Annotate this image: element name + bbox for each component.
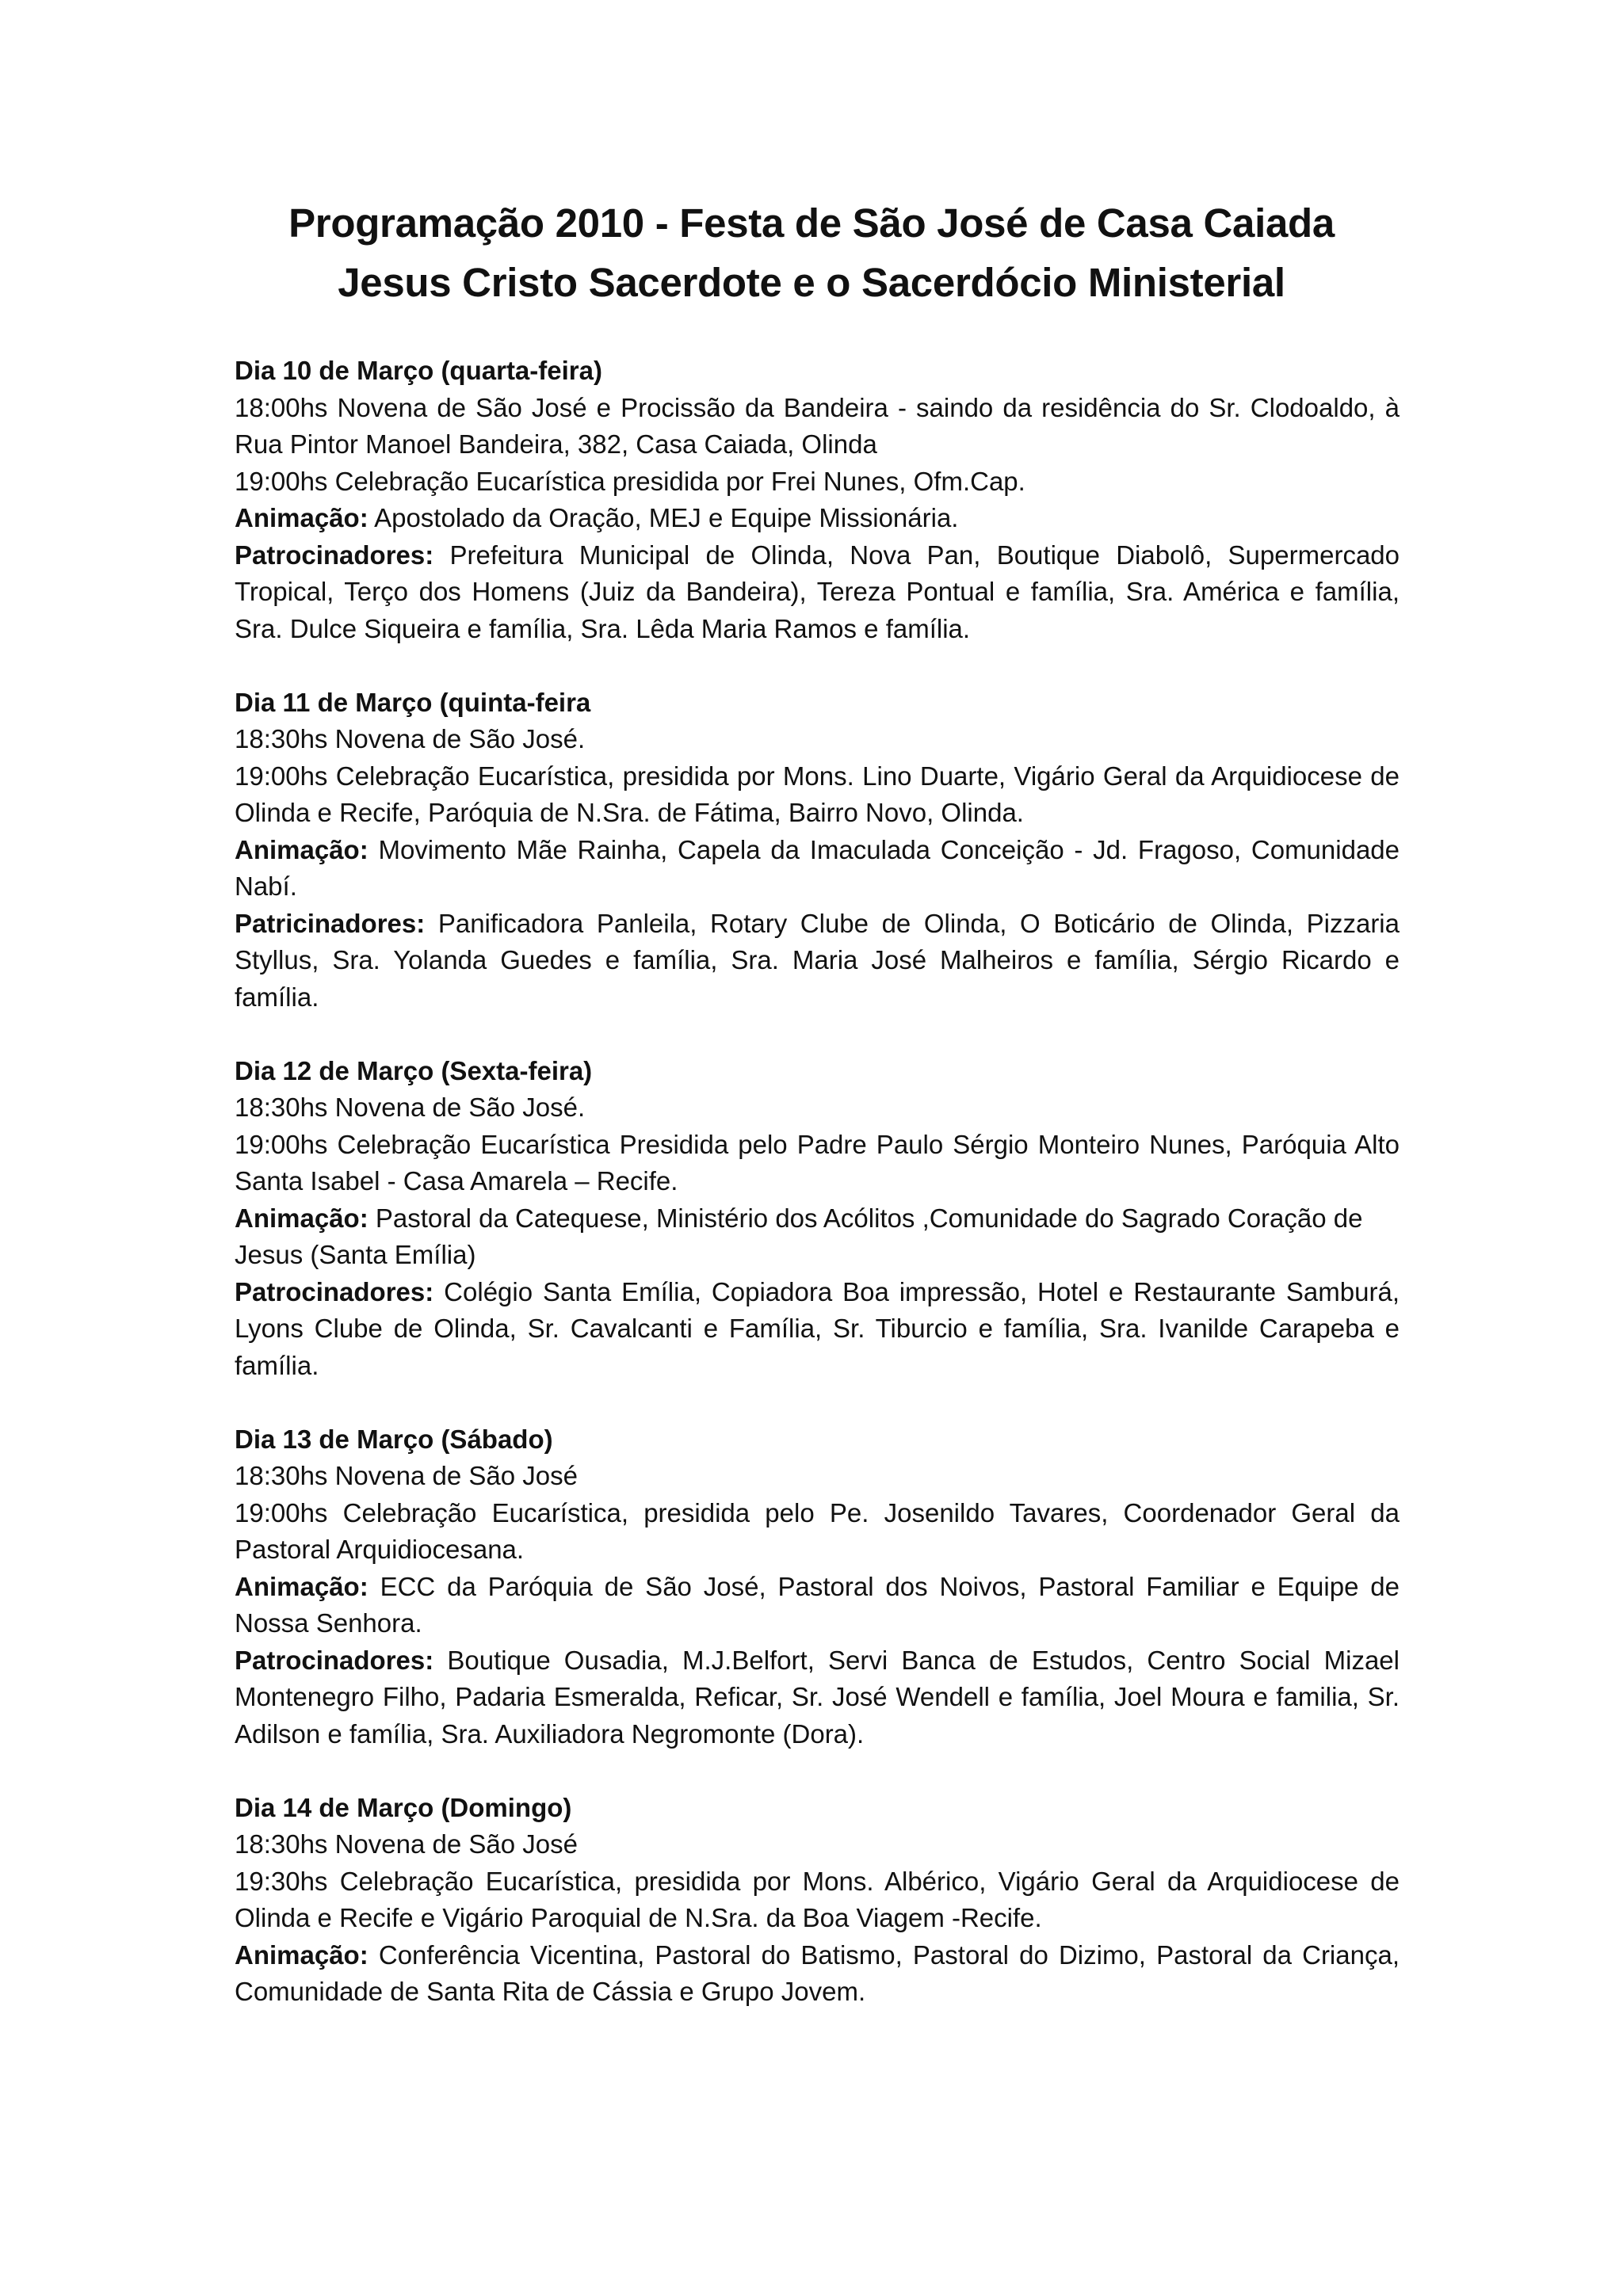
day-section-11 (235, 685, 1400, 1016)
animacao-label: Animação: (235, 834, 369, 864)
day-section-14 (235, 1790, 1400, 2011)
schedule-line: 18:30hs Novena de São José. (235, 1093, 586, 1122)
animacao-text: Apostolado da Oração, MEJ e Equipe Missionária. (374, 503, 959, 532)
patrocinadores-text: Colégio Santa Emília, Copiadora Boa impressão, Hotel e Restaurante Samburá, Lyons Clube de Olinda, Sr. Cavalcanti e Família, Sr. Tiburcio e família, Sra. Ivanilde Carapeba e família. (235, 1276, 1400, 1380)
patrocinadores-label: Patrocinadores: (235, 1276, 434, 1306)
schedule-content (235, 353, 1400, 2011)
day-section-12 (235, 1053, 1400, 1385)
animacao-paragraph (235, 1569, 1400, 1642)
animacao-paragraph (235, 500, 1400, 537)
animacao-text: Conferência Vicentina, Pastoral do Batismo, Pastoral do Dizimo, Pastoral da Criança, Comunidade de Santa Rita de Cássia e Grupo Jovem. (235, 1939, 1400, 2006)
schedule-line: 19:00hs Celebração Eucarística Presidida pelo Padre Paulo Sérgio Monteiro Nunes, Paróquia Alto Santa Isabel - Casa Amarela – Recife. (235, 1129, 1400, 1196)
day-heading: Dia 10 de Março (quarta-feira) (235, 356, 602, 385)
animacao-text: Pastoral da Catequese, Ministério dos Acólitos ,Comunidade do Sagrado Coração de (375, 1203, 1363, 1233)
patrocinadores-text: Boutique Ousadia, M.J.Belfort, Servi Banca de Estudos, Centro Social Mizael Montenegro Filho, Padaria Esmeralda, Reficar, Sr. José Wendell e família, Joel Moura e familia, Sr. Adilson e família, Sra. Auxiliadora Negromonte (Dora). (235, 1645, 1400, 1749)
animacao-paragraph (235, 1200, 1400, 1238)
schedule-line: 18:30hs Novena de São José. (235, 724, 586, 753)
schedule-line: 19:00hs Celebração Eucarística presidida por Frei Nunes, Ofm.Cap. (235, 466, 1025, 496)
day-heading: Dia 11 de Março (quinta-feira (235, 687, 591, 717)
animacao-continuation: Jesus (Santa Emília) (235, 1240, 476, 1269)
patrocinadores-label: Patricinadores: (235, 908, 426, 938)
animacao-label: Animação: (235, 503, 369, 532)
schedule-line: 19:00hs Celebração Eucarística, presidida por Mons. Lino Duarte, Vigário Geral da Arquidiocese de Olinda e Recife, Paróquia de N.Sra. de Fátima, Bairro Novo, Olinda. (235, 761, 1400, 827)
patrocinadores-label: Patrocinadores: (235, 1645, 434, 1675)
schedule-line: 19:00hs Celebração Eucarística, presidida pelo Pe. Josenildo Tavares, Coordenador Geral da Pastoral Arquidiocesana. (235, 1497, 1400, 1564)
animacao-label: Animação: (235, 1571, 369, 1601)
patrocinadores-paragraph (235, 537, 1400, 648)
document-subtitle: Jesus Cristo Sacerdote e o Sacerdócio Ministerial (338, 260, 1285, 305)
animacao-label: Animação: (235, 1939, 369, 1970)
animacao-text: Movimento Mãe Rainha, Capela da Imaculada Conceição - Jd. Fragoso, Comunidade Nabí. (235, 834, 1400, 901)
patrocinadores-paragraph (235, 1274, 1400, 1385)
schedule-line: 18:00hs Novena de São José e Procissão da Bandeira - saindo da residência do Sr. Clodoaldo, à Rua Pintor Manoel Bandeira, 382, Casa Caiada, Olinda (235, 392, 1400, 459)
day-section-13 (235, 1421, 1400, 1753)
animacao-text: ECC da Paróquia de São José, Pastoral dos Noivos, Pastoral Familiar e Equipe de Nossa Senhora. (235, 1571, 1400, 1638)
day-heading: Dia 13 de Março (Sábado) (235, 1424, 553, 1454)
patrocinadores-label: Patrocinadores: (235, 540, 434, 570)
day-heading: Dia 12 de Março (Sexta-feira) (235, 1055, 593, 1085)
patrocinadores-text: Panificadora Panleila, Rotary Clube de Olinda, O Boticário de Olinda, Pizzaria Styllus, Sra. Yolanda Guedes e família, Sra. Maria José Malheiros e família, Sérgio Ricardo e família. (235, 908, 1400, 1012)
patrocinadores-paragraph (235, 1642, 1400, 1753)
schedule-line: 19:30hs Celebração Eucarística, presidida por Mons. Albérico, Vigário Geral da Arquidiocese de Olinda e Recife e Vigário Paroquial de N.Sra. da Boa Viagem -Recife. (235, 1866, 1400, 1932)
animacao-paragraph (235, 832, 1400, 906)
patrocinadores-text: Prefeitura Municipal de Olinda, Nova Pan, Boutique Diabolô, Supermercado Tropical, Terço dos Homens (Juiz da Bandeira), Tereza Pontual e família, Sra. América e família, Sra. Dulce Siqueira e família, Sra. Lêda Maria Ramos e família. (235, 540, 1400, 643)
schedule-line: 18:30hs Novena de São José (235, 1829, 578, 1859)
animacao-paragraph (235, 1937, 1400, 2011)
schedule-line: 18:30hs Novena de São José (235, 1461, 578, 1490)
document-title: Programação 2010 - Festa de São José de Casa Caiada (288, 200, 1335, 246)
patrocinadores-paragraph (235, 906, 1400, 1016)
day-heading: Dia 14 de Março (Domingo) (235, 1792, 572, 1822)
animacao-label: Animação: (235, 1203, 369, 1233)
day-section-10 (235, 353, 1400, 647)
